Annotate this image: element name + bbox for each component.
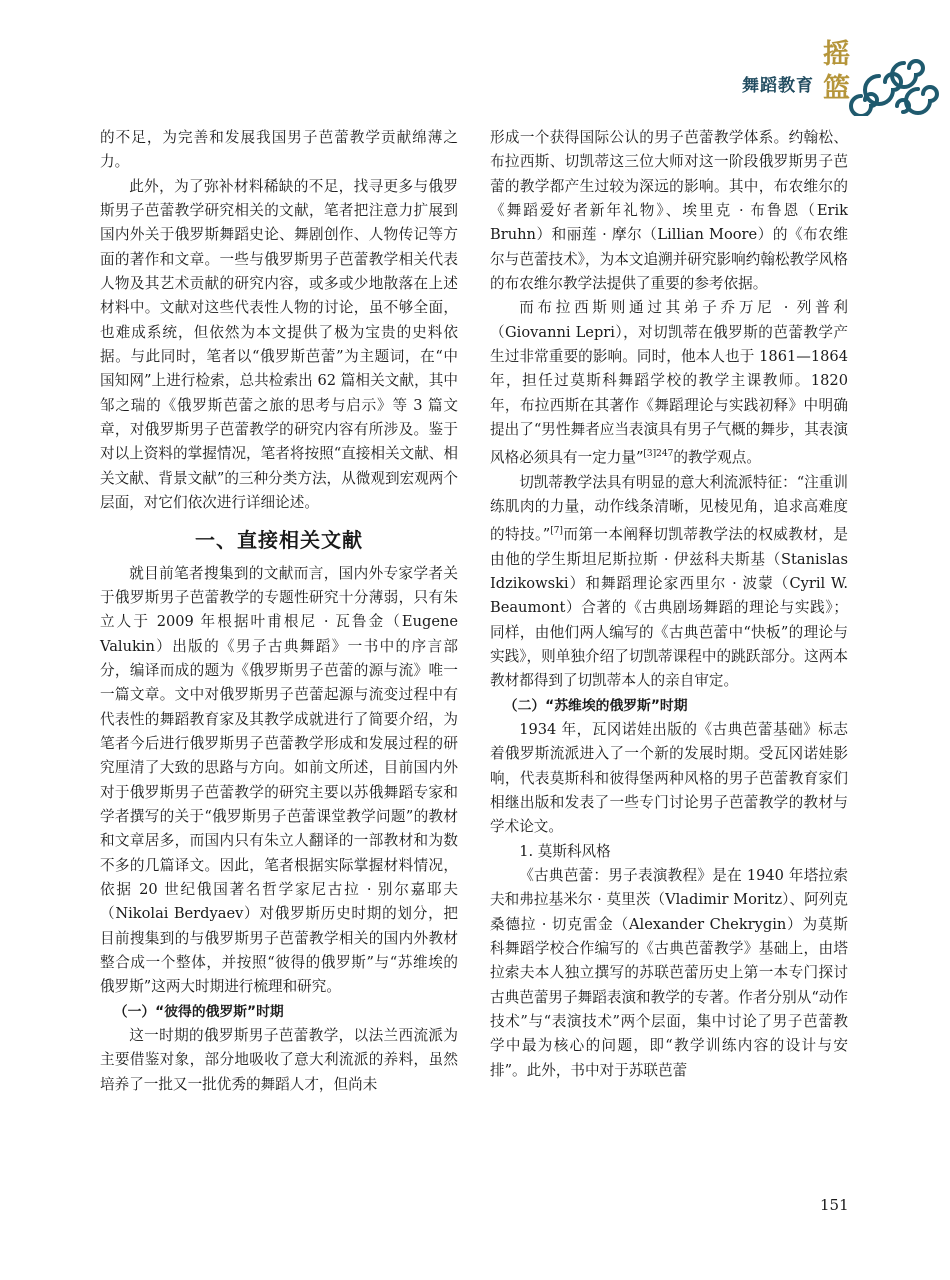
citation-ref: [7] [550, 526, 563, 537]
paragraph-text: 而第一本阐释切凯蒂教学法的权威教材，是由他的学生斯坦尼斯拉斯 · 伊兹科夫斯基（Stanislas Idzikowski）和舞蹈理论家西里尔 · 波蒙（Cyril W. Beaumont）合著的《古典剧场舞蹈的理论与实践》；同样，由他们两人编写的《古典芭蕾中“快板”的理论与实践》，则单独介绍了切凯蒂课程中的跳跃部分。这两本教材都得到了切凯蒂本人的亲自审定。 [490, 526, 848, 690]
paragraph-text: 切凯蒂教学法具有明显的意大利流派特征：“注重训练肌肉的力量，动作线条清晰，见棱见角，追求高难度的特技。” [490, 473, 848, 544]
paragraph: 1934 年，瓦冈诺娃出版的《古典芭蕾基础》标志着俄罗斯流派进入了一个新的发展时期。受瓦冈诺娃影响，代表莫斯科和彼得堡两种风格的男子芭蕾教育家们相继出版和发表了一些专门讨论男子芭蕾教学的教材与学术论文。 [490, 720, 848, 836]
cloud-swirl-icon [845, 42, 941, 116]
right-column [490, 126, 848, 1083]
left-column [100, 126, 458, 1097]
section-heading: 一、直接相关文献 [195, 527, 363, 552]
paragraph-text: 的教学观点。 [673, 449, 761, 467]
paragraph: 的不足，为完善和发展我国男子芭蕾教学贡献绵薄之力。 [100, 129, 458, 171]
paragraph: 就目前笔者搜集到的文献而言，国内外专家学者关于俄罗斯男子芭蕾教学的专题性研究十分薄弱，只有朱立人于 2009 年根据叶甫根尼 · 瓦鲁金（Eugene Valukin）出版的《男子古典舞蹈》一书中的序言部分，编译而成的题为《俄罗斯男子芭蕾的源与流》唯一一篇文章。文中对俄罗斯男子芭蕾起源与流变过程中有代表性的舞蹈教育家及其教学成就进行了简要介绍，为笔者今后进行俄罗斯男子芭蕾教学形成和发展过程的研究厘清了大致的思路与方向。如前文所述，目前国内外对于俄罗斯男子芭蕾教学的研究主要以苏俄舞蹈专家和学者撰写的关于“俄罗斯男子芭蕾课堂教学问题”的教材和文章居多，而国内只有朱立人翻译的一部教材和为数不多的几篇译文。因此，笔者根据实际掌握材料情况，依据 20 世纪俄国著名哲学家尼古拉 · 别尔嘉耶夫（Nikolai Berdyaev）对俄罗斯历史时期的划分，把目前搜集到的与俄罗斯男子芭蕾教学相关的国内外教材整合成一个整体，并按照“彼得的俄罗斯”与“苏维埃的俄罗斯”这两大时期进行梳理和研究。 [100, 564, 458, 996]
journal-brand-char-1: 摇 [823, 39, 850, 70]
subsection-heading: （一）“彼得的俄罗斯”时期 [113, 1003, 284, 1020]
citation-ref: [3]247 [643, 449, 674, 460]
subsection-heading: （二）“苏维埃的俄罗斯”时期 [503, 697, 688, 714]
journal-brand-text: 舞蹈教育 [742, 76, 814, 96]
sub-label: 1. 莫斯科风格 [519, 842, 611, 860]
paragraph: 此外，为了弥补材料稀缺的不足，找寻更多与俄罗斯男子芭蕾教学研究相关的文献，笔者把注意力扩展到国内外关于俄罗斯舞蹈史论、舞剧创作、人物传记等方面的著作和文章。一些与俄罗斯男子芭蕾教学相关代表人物及其艺术贡献的研究内容，或多或少地散落在上述材料中。文献对这些代表性人物的讨论，虽不够全面，也难成系统，但依然为本文提供了极为宝贵的史料依据。与此同时，笔者以“俄罗斯芭蕾”为主题词，在“中国知网”上进行检索，总共检索出 62 篇相关文献，其中邹之瑞的《俄罗斯芭蕾之旅的思考与启示》等 3 篇文章，对俄罗斯男子芭蕾教学的研究内容有所涉及。鉴于对以上资料的掌握情况，笔者将按照“直接相关文献、相关文献、背景文献”的三种分类方法，从微观到宏观两个层面，对它们依次进行详细论述。 [100, 177, 458, 512]
paragraph: 形成一个获得国际公认的男子芭蕾教学体系。约翰松、布拉西斯、切凯蒂这三位大师对这一阶段俄罗斯男子芭蕾的教学都产生过较为深远的影响。其中，布农维尔的《舞蹈爱好者新年礼物》、埃里克 · 布鲁恩（Erik Bruhn）和丽莲 · 摩尔（Lillian Moore）的《布农维尔与芭蕾技术》，为本文追溯并研究影响约翰松教学风格的布农维尔教学法提供了重要的参考依据。 [490, 129, 848, 293]
paragraph [490, 471, 848, 694]
paragraph: 这一时期的俄罗斯男子芭蕾教学，以法兰西流派为主要借鉴对象，部分地吸收了意大利流派的养料，虽然培养了一批又一批优秀的舞蹈人才，但尚未 [100, 1027, 458, 1093]
paragraph: 《古典芭蕾：男子表演教程》是在 1940 年塔拉索夫和弗拉基米尔 · 莫里茨（Vladimir Moritz）、阿列克桑德拉 · 切克雷金（Alexander Chekrygin）为莫斯科舞蹈学校合作编写的《古典芭蕾教学》基础上，由塔拉索夫本人独立撰写的苏联芭蕾历史上第一本专门探讨古典芭蕾男子舞蹈表演和教学的专著。作者分别从“动作技术”与“表演技术”两个层面，集中讨论了男子芭蕾教学中最为核心的问题，即“教学训练内容的设计与安排”。此外，书中对于苏联芭蕾 [490, 867, 848, 1079]
journal-brand-char-2: 篮 [823, 73, 850, 104]
page-number: 151 [820, 1196, 849, 1214]
paragraph-text: 而布拉西斯则通过其弟子乔万尼 · 列普利（Giovanni Lepri），对切凯蒂在俄罗斯的芭蕾教学产生过非常重要的影响。同时，他本人也于 1861—1864 年，担任过莫斯科舞蹈学校的教学主课教师。1820 年，布拉西斯在其著作《舞蹈理论与实践初释》中明确提出了“男性舞者应当表演具有男子气概的舞步，其表演风格必须具有一定力量” [490, 299, 848, 467]
paragraph [490, 296, 848, 470]
journal-logo [730, 28, 940, 116]
